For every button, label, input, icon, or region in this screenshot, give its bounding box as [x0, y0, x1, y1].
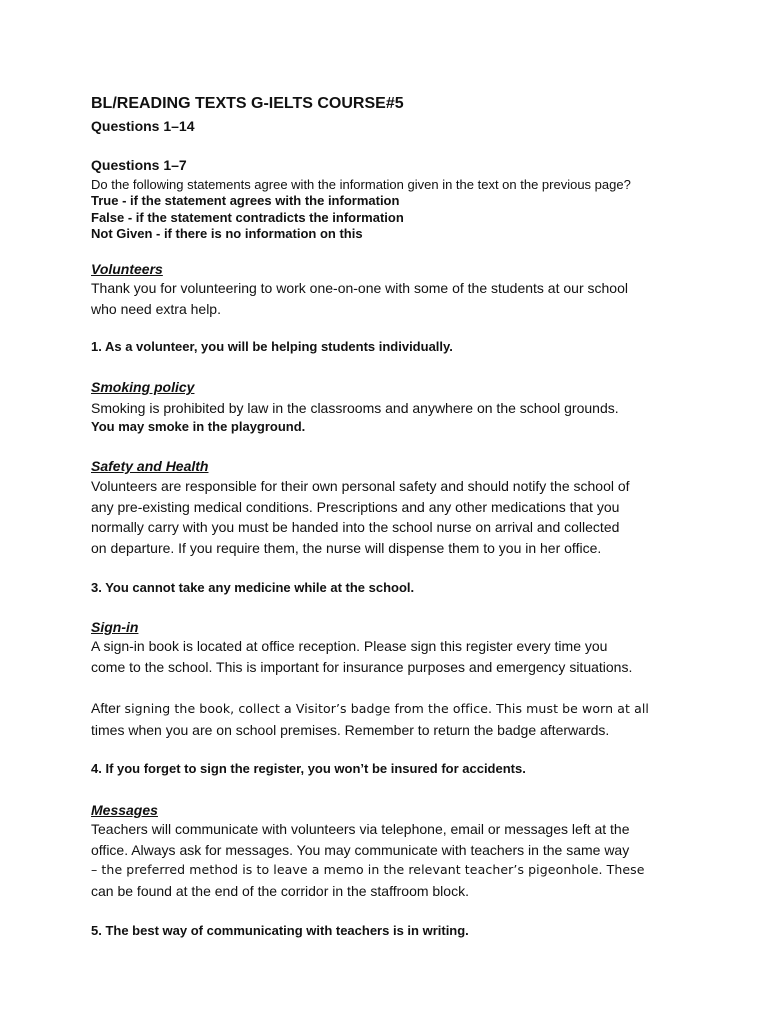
- section-heading-smoking-policy: Smoking policy: [91, 379, 195, 395]
- answer-key-false: False - if the statement contradicts the information: [91, 210, 404, 225]
- messages-line: office. Always ask for messages. You may communicate with teachers in the same way: [91, 841, 630, 858]
- sign-in-text: signing the book, collect a Visitor’s badge from the office. This must be worn at all: [124, 701, 649, 716]
- sign-in-text: After: [91, 700, 125, 716]
- smoking-line: Smoking is prohibited by law in the classrooms and anywhere on the school grounds.: [91, 400, 619, 416]
- sign-in-paragraph-1: [91, 636, 691, 677]
- statement-2: You may smoke in the playground.: [91, 419, 306, 434]
- section-heading-volunteers: Volunteers: [91, 261, 163, 277]
- question-4: 4. If you forget to sign the register, you won’t be insured for accidents.: [91, 761, 526, 776]
- section-heading-sign-in: Sign-in: [91, 619, 139, 635]
- questions-group-heading: Questions 1–7: [91, 157, 187, 173]
- smoking-paragraph: [91, 398, 691, 419]
- sign-in-line: A sign-in book is located at office reception. Please sign this register every time you: [91, 638, 608, 654]
- safety-line: on departure. If you require them, the nurse will dispense them to you in her office.: [91, 539, 602, 556]
- question-3: 3. You cannot take any medicine while at the school.: [91, 580, 415, 595]
- sign-in-paragraph-2: [91, 698, 691, 740]
- answer-key-not-given: Not Given - if there is no information on this: [91, 226, 363, 241]
- volunteers-line: Thank you for volunteering to work one-on-one with some of the students at our school: [91, 280, 628, 296]
- question-1: 1. As a volunteer, you will be helping students individually.: [91, 339, 453, 354]
- sign-in-line: come to the school. This is important for insurance purposes and emergency situations.: [91, 658, 633, 675]
- safety-line: any pre-existing medical conditions. Prescriptions and any other medications that you: [91, 498, 620, 515]
- instruction-text: Do the following statements agree with the information given in the text on the previous page?: [91, 177, 631, 192]
- safety-line: Volunteers are responsible for their own personal safety and should notify the school of: [91, 478, 630, 494]
- safety-paragraph: [91, 476, 691, 558]
- messages-paragraph: [91, 819, 691, 901]
- question-5: 5. The best way of communicating with teachers is in writing.: [91, 923, 469, 938]
- answer-key-true: True - if the statement agrees with the information: [91, 193, 400, 208]
- messages-line: can be found at the end of the corridor in the staffroom block.: [91, 882, 469, 899]
- messages-line: Teachers will communicate with volunteers via telephone, email or messages left at the: [91, 821, 630, 837]
- document-subtitle: Questions 1–14: [91, 118, 195, 134]
- sign-in-line: times when you are on school premises. Remember to return the badge afterwards.: [91, 721, 610, 738]
- section-heading-messages: Messages: [91, 802, 158, 818]
- volunteers-paragraph: [91, 278, 691, 319]
- sign-in-line: [91, 698, 691, 720]
- document-title: BL/READING TEXTS G-IELTS COURSE#5: [91, 95, 404, 112]
- safety-line: normally carry with you must be handed into the school nurse on arrival and collected: [91, 519, 620, 535]
- section-heading-safety-health: Safety and Health: [91, 458, 209, 474]
- messages-line: – the preferred method is to leave a memo in the relevant teacher’s pigeonhole. These: [91, 862, 645, 877]
- volunteers-line: who need extra help.: [91, 300, 221, 317]
